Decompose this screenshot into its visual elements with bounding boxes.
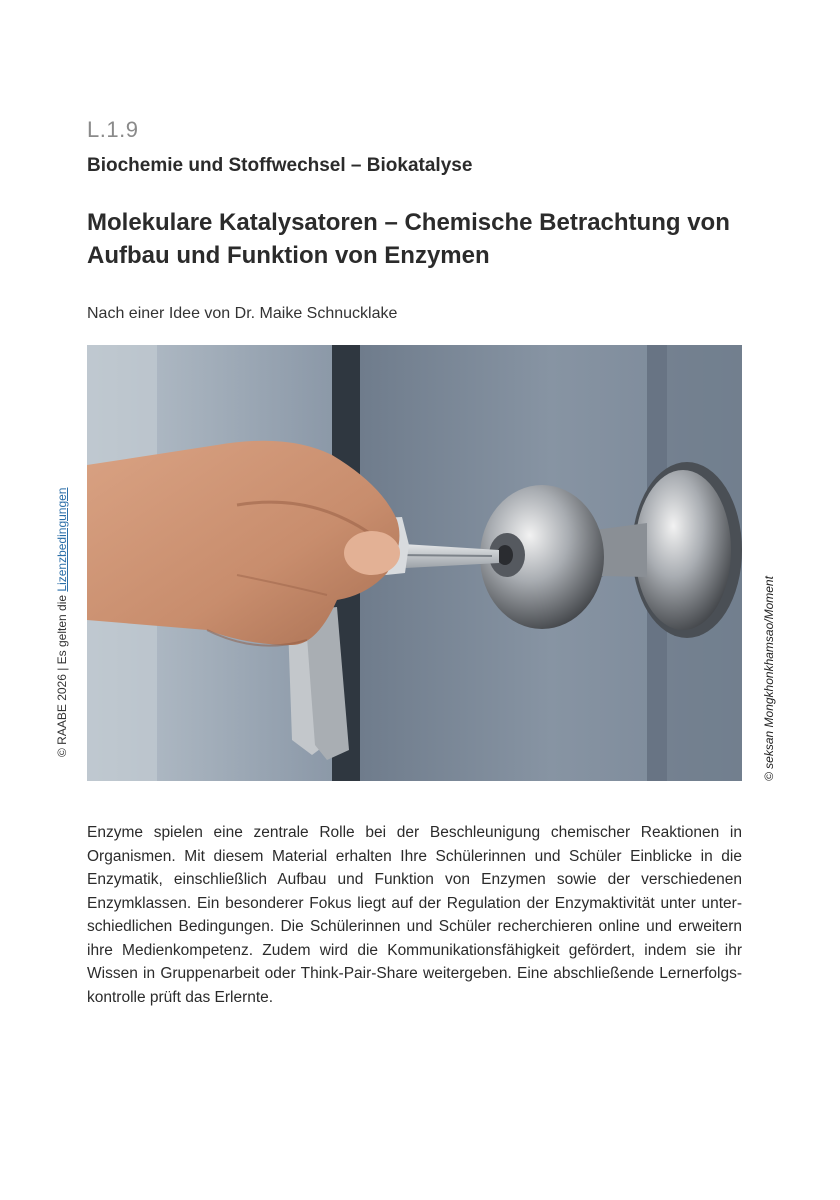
paragraph-line: ihre Medienkompetenz. Zudem wird die Kommunikationsfähigkeit gefördert, indem sie ihr xyxy=(87,941,742,959)
paragraph-line: kontrolle prüft das Erlernte. xyxy=(87,988,274,1006)
title-line: Aufbau und Funktion von Enzymen xyxy=(87,242,490,269)
page-title xyxy=(87,206,747,272)
intro-paragraph xyxy=(87,821,742,1009)
key-in-door-lock-illustration xyxy=(87,345,742,781)
paragraph-line: Enzymklassen. Ein besonderer Fokus liegt auf der Regulation der Enzymaktivität unter unter- xyxy=(87,894,742,912)
topic-subtitle: Biochemie und Stoffwechsel – Biokatalyse xyxy=(87,155,473,176)
author-line: Nach einer Idee von Dr. Maike Schnucklake xyxy=(87,305,398,322)
title-line: Molekulare Katalysatoren – Chemische Betrachtung von xyxy=(87,209,730,236)
license-notice xyxy=(55,488,69,757)
license-prefix: © RAABE 2026 | Es gelten die xyxy=(55,591,69,757)
cover-photo xyxy=(87,345,742,781)
paragraph-line: Wissen in Gruppenarbeit oder Think-Pair-Share weitergeben. Eine abschließende Lernerfolgs- xyxy=(87,965,742,982)
material-code: L.1.9 xyxy=(87,117,139,142)
paragraph-line: Organismen. Mit diesem Material erhalten Ihre Schülerinnen und Schüler Einblicke in die xyxy=(87,847,742,865)
paragraph-line: Enzymatik, einschließlich Aufbau und Funktion von Enzymen sowie der verschiedenen xyxy=(87,871,742,888)
photo-credit: © seksan Mongkhonkhamsao/Moment xyxy=(762,576,776,781)
paragraph-line: Enzyme spielen eine zentrale Rolle bei der Beschleunigung chemischer Reaktionen in xyxy=(87,824,742,841)
paragraph-line: schiedlichen Bedingungen. Die Schülerinnen und Schüler recherchieren online und erweitern xyxy=(87,918,742,935)
license-link[interactable]: Lizenzbedingungen xyxy=(55,487,69,592)
